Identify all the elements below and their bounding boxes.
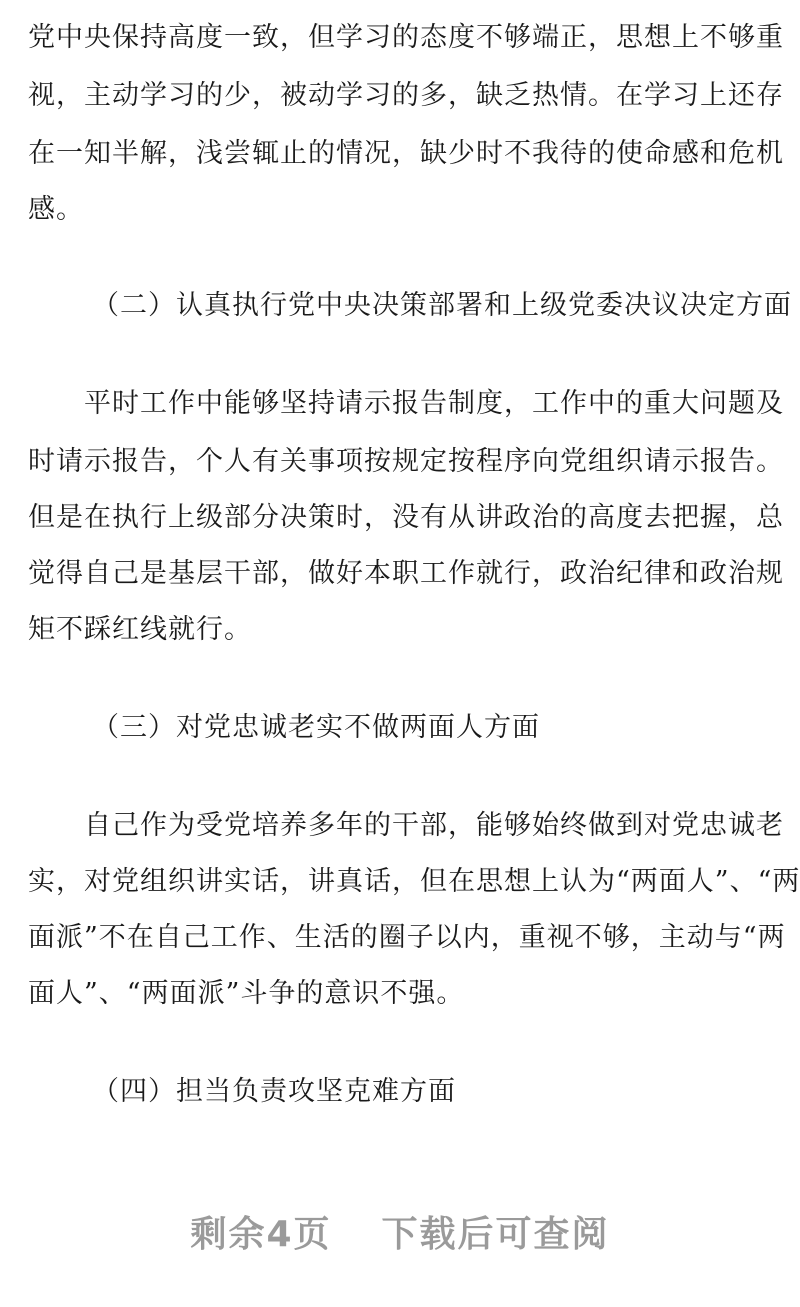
- paragraph-2-line-2: 时请示报告，个人有关事项按规定按程序向党组织请示报告。: [28, 446, 784, 477]
- download-to-view-text: 下载后可查阅: [381, 1214, 610, 1255]
- paragraph-3-line-1: 自己作为受党培养多年的干部，能够始终做到对党忠诚老: [84, 810, 784, 841]
- paragraph-3-line-3: 面派”不在自己工作、生活的圈子以内，重视不够，主动与“两: [28, 922, 786, 953]
- paragraph-2-line-4: 觉得自己是基层干部，做好本职工作就行，政治纪律和政治规: [28, 558, 784, 589]
- paragraph-3-line-2: 实，对党组织讲实话，讲真话，但在思想上认为“两面人”、“两: [28, 866, 800, 897]
- paragraph-2-line-3: 但是在执行上级部分决策时，没有从讲政治的高度去把握，总: [28, 502, 784, 533]
- section-heading-2: （二）认真执行党中央决策部署和上级党委决议决定方面: [92, 290, 792, 321]
- paragraph-1-line-2: 视，主动学习的少，被动学习的多，缺乏热情。在学习上还存: [28, 80, 784, 111]
- paragraph-1-line-4: 感。: [28, 194, 84, 225]
- paragraph-3-line-4: 面人”、“两面派”斗争的意识不强。: [28, 978, 465, 1009]
- download-prompt[interactable]: [0, 1206, 800, 1257]
- paragraph-2-line-1: 平时工作中能够坚持请示报告制度，工作中的重大问题及: [84, 388, 784, 419]
- remaining-pages-text: 剩余4页: [190, 1214, 332, 1255]
- section-heading-3: （三）对党忠诚老实不做两面人方面: [92, 712, 540, 743]
- paragraph-1-line-1: 党中央保持高度一致，但学习的态度不够端正，思想上不够重: [28, 22, 784, 53]
- section-heading-4: （四）担当负责攻坚克难方面: [92, 1076, 456, 1107]
- paragraph-1-line-3: 在一知半解，浅尝辄止的情况，缺少时不我待的使命感和危机: [28, 138, 784, 169]
- paragraph-2-line-5: 矩不踩红线就行。: [28, 614, 252, 645]
